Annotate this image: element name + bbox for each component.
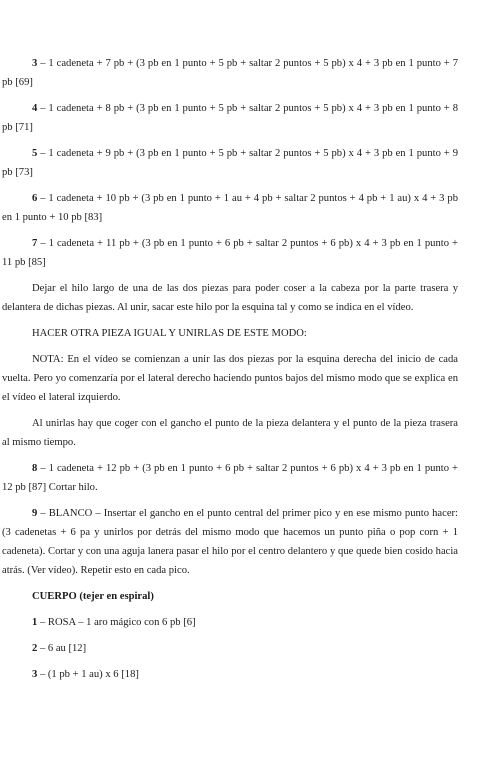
round-text: – ROSA – 1 aro mágico con 6 pb [6] — [37, 617, 196, 628]
note-al-unirlas: Al unirlas hay que coger con el gancho el punto de la pieza delantera y el punto de la pieza trasera al mismo tiempo. — [2, 418, 458, 448]
round-6 — [2, 189, 458, 227]
round-number: 4 — [32, 103, 38, 114]
note-hacer-otra: HACER OTRA PIEZA IGUAL Y UNIRLAS DE ESTE MODO: — [32, 328, 307, 339]
round-number: 3 — [32, 669, 38, 680]
cuerpo-round-3 — [2, 665, 458, 684]
note-dejar-hilo: Dejar el hilo largo de una de las dos piezas para poder coser a la cabeza por la parte trasera y delantera de dichas piezas. Al unir, sacar este hilo por la esquina tal y como se indica en el vídeo. — [2, 283, 458, 313]
round-text: – 6 au [12] — [37, 643, 87, 654]
round-number: 5 — [32, 148, 38, 159]
round-number: 9 — [32, 508, 38, 519]
round-text: – 1 cadeneta + 9 pb + (3 pb en 1 punto + 5 pb + saltar 2 puntos + 5 pb) x 4 + 3 pb en 1 punto + 9 pb [73] — [2, 148, 458, 178]
round-3 — [2, 54, 458, 92]
cuerpo-round-1 — [2, 613, 458, 632]
round-text: – 1 cadeneta + 7 pb + (3 pb en 1 punto + 5 pb + saltar 2 puntos + 5 pb) x 4 + 3 pb en 1 punto + 7 pb [69] — [2, 58, 458, 88]
round-number: 2 — [32, 643, 38, 654]
round-text: – 1 cadeneta + 11 pb + (3 pb en 1 punto + 6 pb + saltar 2 puntos + 6 pb) x 4 + 3 pb en 1 punto + 11 pb [85] — [2, 238, 458, 268]
round-9 — [2, 504, 458, 580]
section-heading-cuerpo: CUERPO (tejer en espiral) — [32, 591, 154, 602]
note-nota: NOTA: En el vídeo se comienzan a unir las dos piezas por la esquina derecha del inicio de cada vuelta. Pero yo comenzaría por el lateral derecho haciendo puntos bajos del mismo modo que se explica en el vídeo el lateral izquierdo. — [2, 354, 458, 403]
round-text: – 1 cadeneta + 10 pb + (3 pb en 1 punto + 1 au + 4 pb + saltar 2 puntos + 4 pb + 1 au) x 4 + 3 pb en 1 punto + 10 pb [83] — [2, 193, 458, 223]
round-number: 8 — [32, 463, 38, 474]
cuerpo-round-2 — [2, 639, 458, 658]
round-8 — [2, 459, 458, 497]
round-5 — [2, 144, 458, 182]
round-number: 6 — [32, 193, 38, 204]
round-7 — [2, 234, 458, 272]
round-number: 7 — [32, 238, 38, 249]
round-text: – 1 cadeneta + 8 pb + (3 pb en 1 punto + 5 pb + saltar 2 puntos + 5 pb) x 4 + 3 pb en 1 punto + 8 pb [71] — [2, 103, 458, 133]
round-4 — [2, 99, 458, 137]
round-text: – BLANCO – Insertar el gancho en el punto central del primer pico y en ese mismo punto hacer: (3 cadenetas + 6 pa y unirlos por detrás del mismo modo que hacemos un punto piña o pop corn + 1 cadeneta). Cortar y con una aguja lanera pasar el hilo por el centro delantero y que quede bien cosido hacia atrás. (Ver vídeo). Repetir esto en cada pico. — [2, 508, 458, 576]
round-number: 1 — [32, 617, 38, 628]
round-text: – 1 cadeneta + 12 pb + (3 pb en 1 punto + 6 pb + saltar 2 puntos + 6 pb) x 4 + 3 pb en 1 punto + 12 pb [87] Cortar hilo. — [2, 463, 458, 493]
round-text: – (1 pb + 1 au) x 6 [18] — [37, 669, 139, 680]
round-number: 3 — [32, 58, 38, 69]
